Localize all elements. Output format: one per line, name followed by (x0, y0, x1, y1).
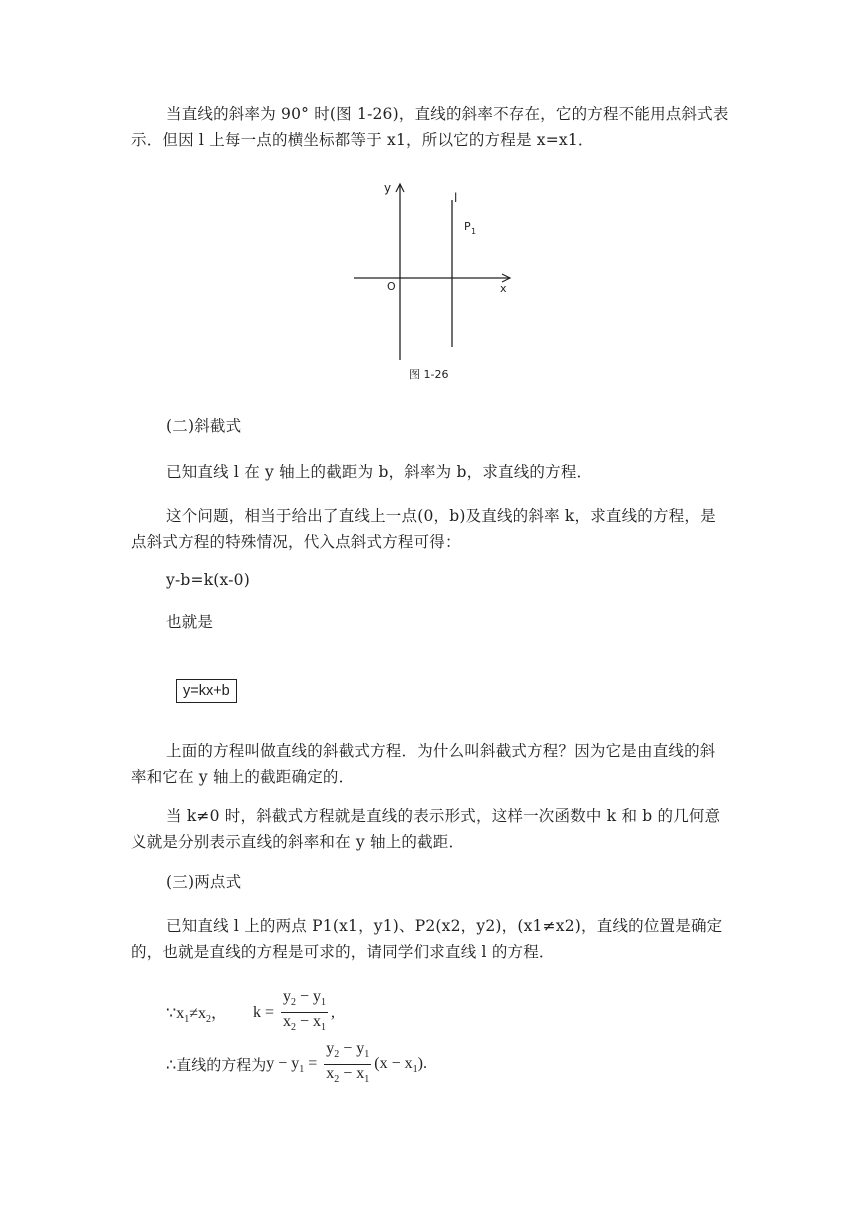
equation-point-slope: y-b=k(x-0) (166, 571, 250, 589)
formula-two-point: ∴直线的方程为$y - y_1$ = $\frac{y_2 - y_1}{x_2 - x_1}$ $(x - x_1)$. (166, 1040, 427, 1089)
formula-slope: $\because x_1\ne x_2$， k = $\frac{y_2 - y_1}{x_2 - x_1}$ , (166, 988, 335, 1037)
coordinate-diagram (340, 172, 530, 387)
point-p1-label: P (464, 220, 471, 233)
paragraph-two-point: 已知直线 l 上的两点 P1(x1，y1)、P2(x2，y2)，(x1≠x2)，直线的位置是确定的，也就是直线的方程是可求的，请同学们求直线 l 的方程． (131, 917, 723, 961)
section-heading-two-point: (三)两点式 (166, 873, 242, 891)
paragraph-that-is: 也就是 (166, 613, 214, 631)
figure-caption: 图 1-26 (409, 368, 449, 381)
two-point-fraction: $\frac{y_2 - y_1}{x_2 - x_1}$ (326, 1040, 370, 1086)
boxed-equation: y=kx+b (176, 679, 237, 703)
paragraph-slope-intercept-def: 上面的方程叫做直线的斜截式方程．为什么叫斜截式方程？因为它是由直线的斜率和它在 y 轴上的截距确定的． (131, 742, 716, 786)
figure-1-26 (340, 172, 530, 387)
line-l-label: l (454, 191, 458, 205)
paragraph-vertical-line: 当直线的斜率为 90° 时(图 1-26)，直线的斜率不存在，它的方程不能用点斜式表示．但因 l 上每一点的横坐标都等于 x1，所以它的方程是 x=x1． (131, 105, 729, 149)
therefore-symbol: ∴ (166, 1056, 177, 1074)
line-equation-text: 直线的方程为 (176, 1056, 267, 1075)
because-symbol: ∵ (166, 1004, 177, 1022)
x-axis-label: x (500, 282, 507, 295)
paragraph-k-nonzero: 当 k≠0 时，斜截式方程就是直线的表示形式，这样一次函数中 k 和 b 的几何意义就是分别表示直线的斜率和在 y 轴上的截距． (131, 807, 721, 851)
point-p1-subscript: 1 (471, 227, 477, 236)
section-heading-slope-intercept: (二)斜截式 (166, 417, 242, 435)
paragraph-explanation: 这个问题，相当于给出了直线上一点(0，b)及直线的斜率 k，求直线的方程，是点斜式方程的特殊情况，代入点斜式方程可得： (131, 507, 716, 551)
k-equals: k = (252, 1003, 275, 1021)
paragraph-problem: 已知直线 l 在 y 轴上的截距为 b，斜率为 b，求直线的方程． (166, 463, 593, 481)
origin-label: O (387, 280, 396, 293)
slope-fraction: $\frac{y_2 - y_1}{x_2 - x_1}$ (283, 988, 327, 1034)
y-axis-label: y (384, 181, 392, 195)
